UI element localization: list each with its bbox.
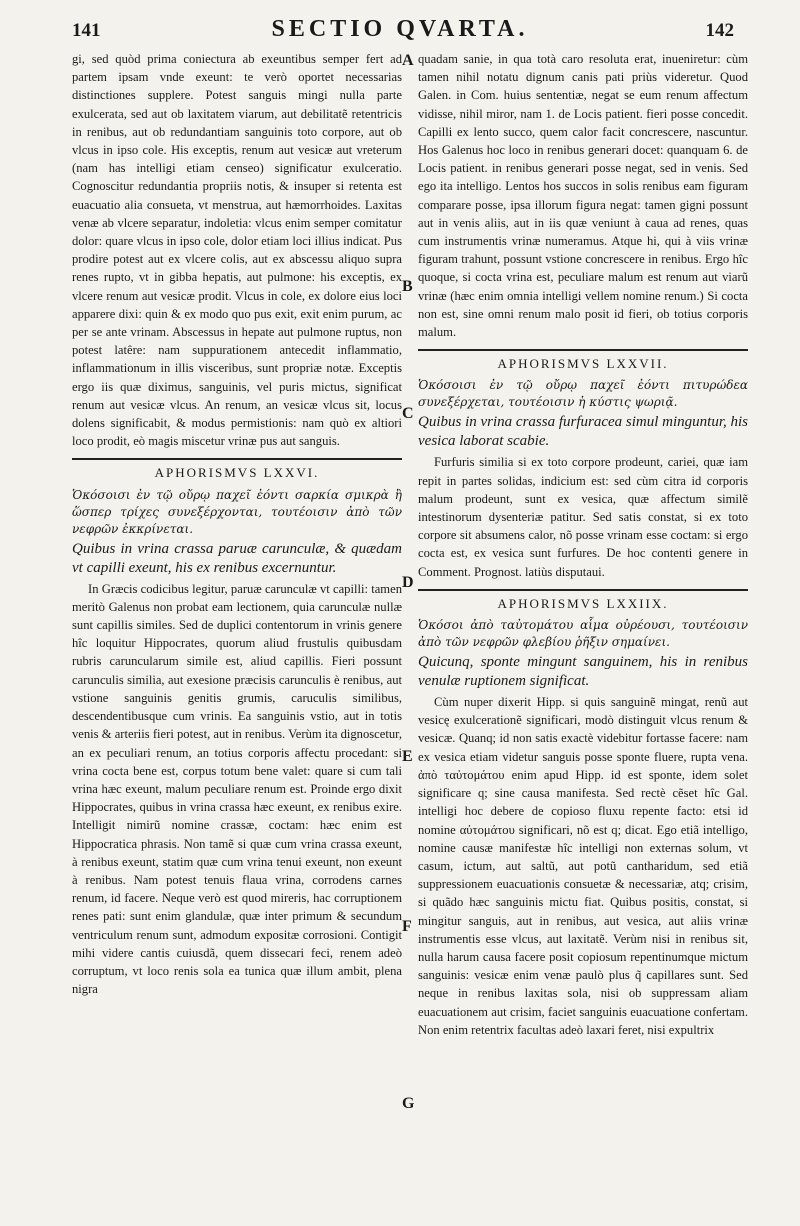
aphorism-latin: Quicunq, sponte mingunt sanguinem, his in renibus venulæ ruptionem significat. — [418, 654, 748, 690]
paragraph: In Græcis codicibus legitur, paruæ carunculæ vt capilli: tamen meritò Galenus non probat eam lectionem, quia carunculæ nullæ sunt capillis similes. Sed de duplici contentorum in vrinis genere hîc loquitur Hippocrates, quorum aliud frustulis quibusdam rubris caruncularum simile est, aliud capillis. Fieri possunt carunculis similia, aut exesione præcisis carunculis è renibus, aut vstione sanguinis genitis grumis, caruculis similibus, descendentibusque cum vrinis. Ea sanguinis vstio, aut in totis venis & arteriis fieri potest, aut in renibus. Verùm ita dignoscetur, an ex peculiari renum, an totius corporis affectu procedant: si vrina cocta bene est, corpus totum bene valet: quare si cum tali vrina hæc exeunt, malum peculiare renum est. Proinde ergo dixit Hippocrates, quibus in vrina crassa hæc exeunt, ex renibus exire. Intelligit nimirũ nomine crassæ, coctam: hæc enim est Hippocratica phrasis. Non tamẽ si quæ cum vrina crassa exeunt, à renibus exeunt, statim quæ cum vrina tenui exeunt, non exeunt à renibus. Nam potest tenuis flaua vrina, corrodens carnes renum, id facere. Neque verò est quod mireris, hac corruptionem renes pati: sunt enim glandulæ, quæ inter primum & secundum ventriculum renum sunt, admodum expositæ corrosioni. Contigit mihi videre cantis cuiusdã, quem dissecari feci, renem adeò corruptum, vt loco renis sola ea tunica quæ illum ambit, plena nigra — [72, 581, 402, 997]
margin-letter: B — [402, 278, 413, 295]
margin-letter: A — [402, 52, 414, 69]
paragraph: Cùm nuper dixerit Hipp. si quis sanguinẽ mingat, renũ aut vesicę exulcerationẽ significari, modò distinguit vlcus renum & vesicæ. Quanq; id non satis exactè videbitur fortasse facere: nam ex vesica etiam videtur sanguis posse sponte fluere, rupta vena. ἀπὸ ταὐτομάτου enim apud Hipp. id est sponte, idem solet significare q; sine causa manifesta. Sed rectè cẽset hîc Gal. intelligi hoc debere de copioso fluxu repente facto: etsi id nomine αὐτομάτου significari, nõ est q; dicat. Ego etiã intelligo, nomine causæ manifestæ hîc intelligi non externas solum, vt casum, ictum, aut saltũ, aut potũ cantharidum, sed etiã suppressionem euacuationis consuetæ & necessariæ, atq; crisim, si quãdo hæc sanguinis mictu fiat. Quibus positis, constat, si mingitur sanguis, aut in renibus, aut vesica, aut aliis vrinæ instrumentis esse vlcus, aut laxitatẽ. Verùm nisi in renibus sit, nulla harum causa facere posit copiosum repentinumque mictum sanguinis: vesicæ enim venæ paulò plus q̃ capillares sunt. Sed neque in renibus laxitas sola, nisi ob suppressam aliam euacuationem aut crisim, faciet sanguinis euacuatione confertam. Non enim retentrix facultas adeò laxari feret, nisi expultrix — [418, 695, 748, 1037]
margin-letter: G — [402, 1095, 415, 1112]
page-number-right: 142 — [705, 20, 734, 41]
page-header — [60, 14, 740, 48]
paragraph: Furfuris similia si ex toto corpore prodeunt, cariei, quæ iam repit in partes solidas, indicium est: sed cùm citra id corporis malum prodeunt, sunt ex vesica, quæ affectum similẽ intestinorum dysenteriæ patitur. Sed satis constat, si ex toto corpore sit absumens calor, nõ posse vrinam esse coctam: si ergo cocta est, ex vesica sunt furfures. De hoc contenti genere in Comment. Prognost. latiùs disputaui. — [418, 455, 748, 579]
greek-text: Ὁκόσοι ἀπὸ ταὐτομάτου αἷμα οὐρέουσι, τουτέοισιν ἀπὸ τῶν νεφρῶν φλεβίου ῥῆξιν σημαίνει. — [418, 618, 748, 650]
aphorism-title: APHORISMVS LXXIIX. — [497, 595, 669, 611]
greek-text: Ὁκόσοισι ἐν τῷ οὔρῳ παχεῖ ἐόντι πιτυρώδεα συνεξέρχεται, τουτέοισιν ἡ κύστις ψωριᾷ. — [418, 378, 748, 410]
right-column — [418, 50, 748, 1041]
divider — [418, 589, 748, 591]
greek-text: Ὁκόσοισι ἐν τῷ οὔρῳ παχεῖ ἐόντι σαρκία σμικρὰ ἢ ὥσπερ τρίχες συνεξέρχονται, τουτέοισιν ἀπὸ τῶν νεφρῶν ἐκκρίνεται. — [72, 487, 402, 536]
margin-letter: F — [402, 918, 412, 935]
left-column — [72, 50, 402, 1000]
page-number-left: 141 — [72, 20, 101, 41]
margin-letters — [402, 50, 416, 1170]
running-title: SECTIO QVARTA. — [271, 16, 529, 42]
aphorism-latin: Quibus in vrina crassa paruæ carunculæ, & quædam vt capilli exeunt, his ex renibus excernuntur. — [72, 540, 402, 576]
margin-letter: C — [402, 405, 414, 422]
paragraph: gi, sed quòd prima coniectura ab exeuntibus semper fert ad partem ipsam vnde exeunt: te verò oportet necessarias distinctiones supplere. Potest sanguis mingi nulla parte exulcerata, sed aut ob laxitatem viarum, aut debilitatẽ retentricis in renibus, aut ob redundantiam sanguinis toto corpore, aut ob vlcus in ipso cole. His exceptis, renum aut vesicæ aut vreterum (nam has intelligi etiam censeo) significatur exulceratio. Cognoscitur redundantia propriis notis, & insuper si retenta est euacuatio alia consueta, vt menstrua, aut hæmorrhoides. Laxitas venæ ab vlcere separatur, indoletia: vlcus enim semper comitatur dolor: quare vlcus in ipso cole, dolor etiam loci illius indicat. Pus prodire potest aut ex vlcere colis, aut ex abscessu aliquo supra renes rupto, vt in gibba hepatis, aut pulmone: his exceptis, ex vlcere renum aut vesicæ prodit. Vlcus in cole, ex dolore eius loci apparere dixi: quin & ex modo quo pus exit, exit enim purum, ac per se ante vrinam. Abscessus in hepate aut pulmone ruptus, non potest latêre: nam suppurationem antecedit inflammatio, inflammationum in illis visceribus, sunt propriæ notæ. Exceptis ergo iis quæ diximus, sanguinis, vel puris mictus, significat renum aut vesicæ vlcus. An renum, an vesicæ vlcus sit, locus dolens significabit, & modus permistionis: nam quò ex altiori loco prodit, eò magis miscetur vrinæ pus aut sanguis. — [72, 52, 402, 449]
aphorism-latin: Quibus in vrina crassa furfuracea simul minguntur, his vesica laborat scabie. — [418, 414, 749, 450]
margin-letter: D — [402, 574, 414, 591]
aphorism-title: APHORISMVS LXXVII. — [497, 356, 669, 372]
margin-letter: E — [402, 748, 413, 765]
divider — [418, 349, 748, 351]
paragraph: quadam sanie, in qua totà caro resoluta erat, inueniretur: cùm tamen nihil notatu dignum canis pati priùs videretur. Quod Galen. in Com. huius sententiæ, negat se eum renum affectum vidisse, nihil miror, nam 1. de Locis patient. fieri posse concedit. Capilli ex lento succo, quem calor facit concrescere, nascuntur. Hos Galenus hoc loco in renibus generari docet: quanquam 6. de Locis patient. in renibus generari posse negat, sed in venis. Sed ego ita intelligo. Lentos hos succos in solis renibus eam figuram comparare posse, ipsa illorum figura negat: tamen gigni possunt aut in venis aliis, aut in iis quæ veniunt à caua ad renes, quas cum instrumentis vrinæ numeramus. Atque hi, qui à viis vrinæ figuram trahunt, possunt vstione concrescere in renibus. Ergo hîc quoque, si cocta vrina est, peculiare malum est renum aut viarũ vrinæ (hæc enim omnia intelligi vellem nomine renum.) Si cocta non est, sine omni renum malo posit id fieri, ob totius corporis malum. — [418, 52, 748, 340]
divider — [72, 458, 402, 460]
aphorism-title: APHORISMVS LXXVI. — [154, 465, 320, 481]
